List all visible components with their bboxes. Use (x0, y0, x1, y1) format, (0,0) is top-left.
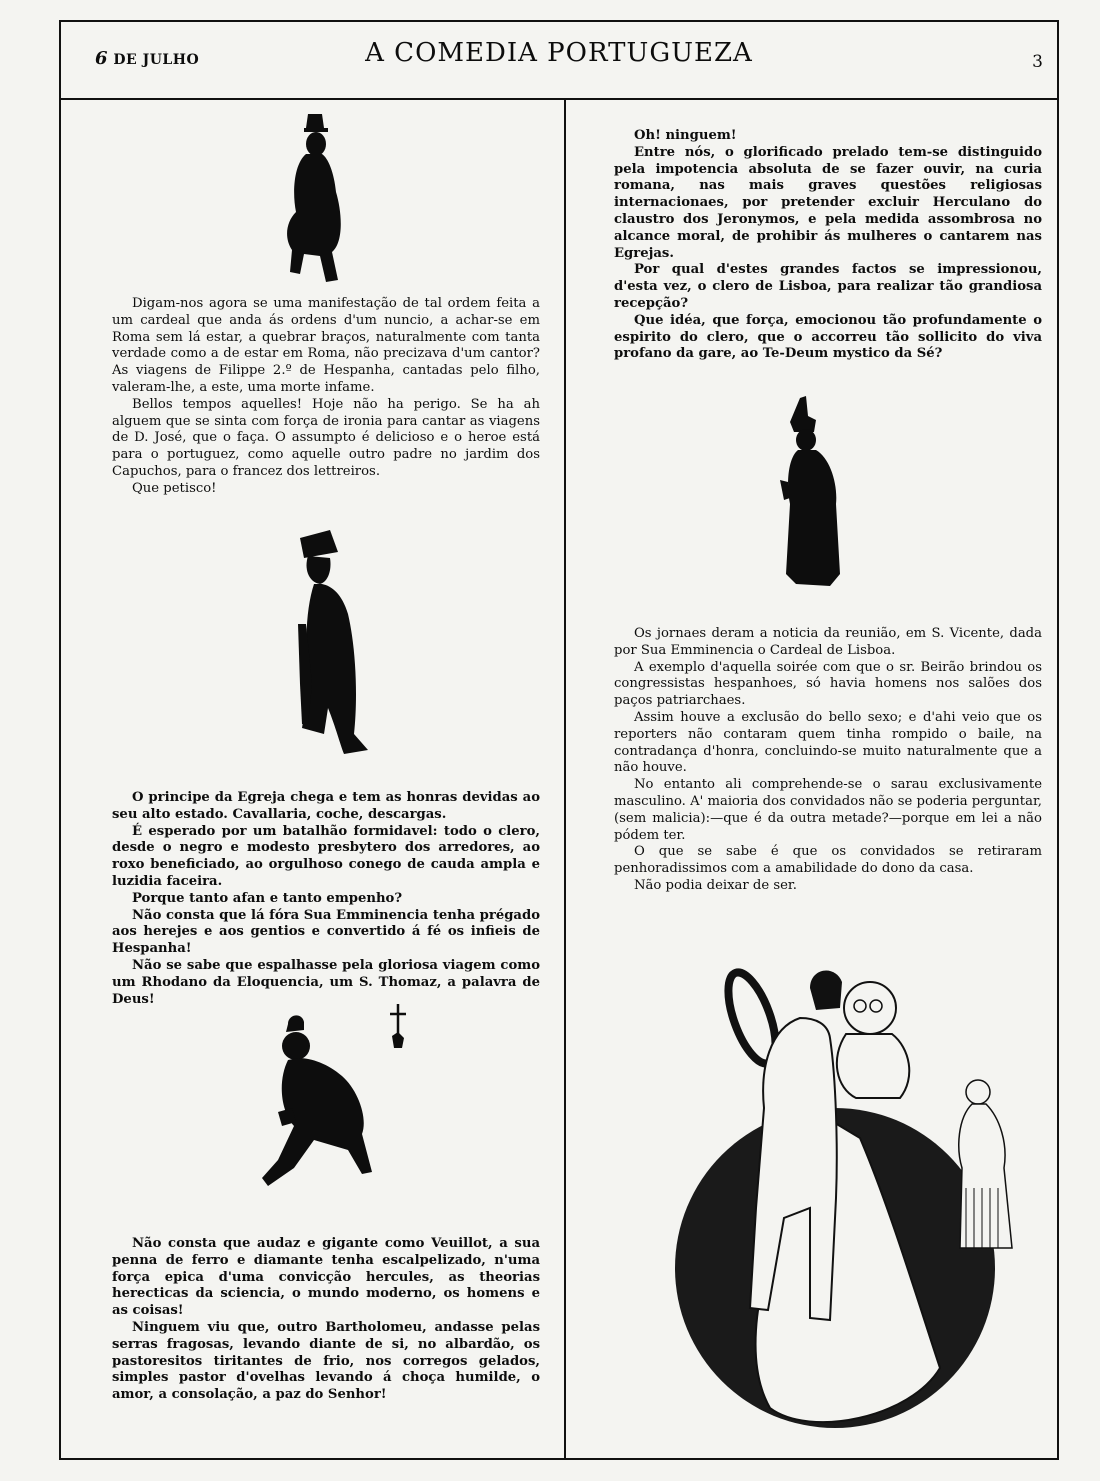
silhouette-cardinal-walking (270, 112, 360, 292)
paragraph: Que petisco! (132, 480, 217, 496)
paragraph: Assim houve a exclusão do bello sexo; e d'ahi veio que os reporters não contaram quem tinha rompido o baile, na contradança d'honra, concluindo-se muito naturalmente que a não houve. (614, 709, 1042, 776)
left-text-block-1 (112, 296, 540, 498)
paragraph: No entanto ali comprehende-se o sarau exclusivamente masculino. A' maioria dos convidados não se poderia perguntar, (sem malicia):—que é da outra metade?—porque em lei a não pódem ter. (614, 777, 1042, 843)
newspaper-title: A COMEDIA PORTUGUEZA (365, 38, 753, 68)
date-month: DE JULHO (113, 52, 200, 68)
paragraph: Não consta que audaz e gigante como Veuillot, a sua penna de ferro e diamante tenha escalpelizado, n'uma força epica d'uma convicção hercules, as theorias herecticas da sciencia, o mundo moderno, os homens e as coisas! (112, 1236, 540, 1319)
silhouette-running-man (258, 1000, 418, 1210)
column-divider (564, 100, 566, 1460)
page-number: 3 (1032, 52, 1043, 72)
left-text-block-3 (112, 1236, 540, 1404)
paragraph: Digam-nos agora se uma manifestação de tal ordem feita a um cardeal que anda ás ordens d'um nuncio, a achar-se em Roma sem lá estar, a quebrar braços, naturalmente com tanta verdade como a de estar em Roma, não precizava d'um cantor? As viagens de Filippe 2.º de Hespanha, cantadas pelo filho, valeram-lhe, a este, uma morte infame. (112, 296, 540, 395)
illustration-dancing-couple (660, 948, 1040, 1448)
paragraph: A exemplo d'aquella soirée com que o sr. Beirão brindou os congressistas hespanhoes, só havia homens nos salões dos paços patriarchaes. (614, 659, 1042, 709)
masthead (59, 20, 1059, 100)
silhouette-woman-hat (770, 394, 850, 594)
paragraph: Os jornaes deram a noticia da reunião, em S. Vicente, dada por Sua Emminencia o Cardeal de Lisboa. (614, 626, 1042, 658)
paragraph: Bellos tempos aquelles! Hoje não ha perigo. Se ha ah alguem que se sinta com força de ironia para cantar as viagens de D. José, que o faça. O assumpto é delicioso e o heroe está para o portuguez, como aquelle outro padre no jardim dos Capuchos, para o francez dos lettreiros. (112, 396, 540, 479)
paragraph: O principe da Egreja chega e tem as honras devidas ao seu alto estado. Cavallaria, coche, descargas. (112, 790, 540, 822)
paragraph: Ninguem viu que, outro Bartholomeu, andasse pelas serras fragosas, levando diante de si, no albardão, os pastoresitos tiritantes de frio, nos corregos gelados, simples pastor d'ovelhas levando á choça humilde, o amor, a consolação, a paz do Senhor! (112, 1319, 540, 1403)
paragraph: Não se sabe que espalhasse pela gloriosa viagem como um Rhodano da Eloquencia, um S. Thomaz, a palavra de Deus! (112, 957, 540, 1007)
paragraph: Oh! ninguem! (634, 128, 737, 143)
right-text-block-2 (614, 626, 1042, 895)
paragraph: O que se sabe é que os convidados se retiraram penhoradissimos com a amabilidade do dono da casa. (614, 844, 1042, 877)
paragraph: Não consta que lá fóra Sua Emminencia tenha prégado aos herejes e aos gentios e convertido á fé os infieis de Hespanha! (112, 907, 540, 957)
paragraph: Não podia deixar de ser. (634, 877, 797, 893)
right-text-block-1 (614, 128, 1042, 363)
left-text-block-2 (112, 790, 540, 1008)
paragraph: Por qual d'estes grandes factos se impressionou, d'esta vez, o clero de Lisboa, para realizar tão grandiosa recepção? (614, 262, 1042, 311)
paragraph: Que idéa, que força, emocionou tão profundamente o espirito do clero, que o accorreu tão sollicito do viva profano da gare, ao Te-Deum mystico da Sé? (614, 312, 1042, 362)
paragraph: Porque tanto afan e tanto empenho? (132, 890, 403, 906)
silhouette-priest-umbrella (284, 528, 384, 764)
date-day: 6 (95, 48, 109, 69)
paragraph: É esperado por um batalhão formidavel: todo o clero, desde o negro e modesto presbytero dos arredores, ao roxo beneficiado, ao orgulhoso conego de cauda ampla e luzidia faceira. (112, 823, 540, 889)
paragraph: Entre nós, o glorificado prelado tem-se distinguido pela impotencia absoluta de se fazer ouvir, na curia romana, nas mais graves questões religiosas internacionaes, por pretender excluir Herculano do claustro dos Jeronymos, e pela medida assombrosa no alcance moral, de prohibir ás mulheres o cantarem nas Egrejas. (614, 144, 1042, 261)
